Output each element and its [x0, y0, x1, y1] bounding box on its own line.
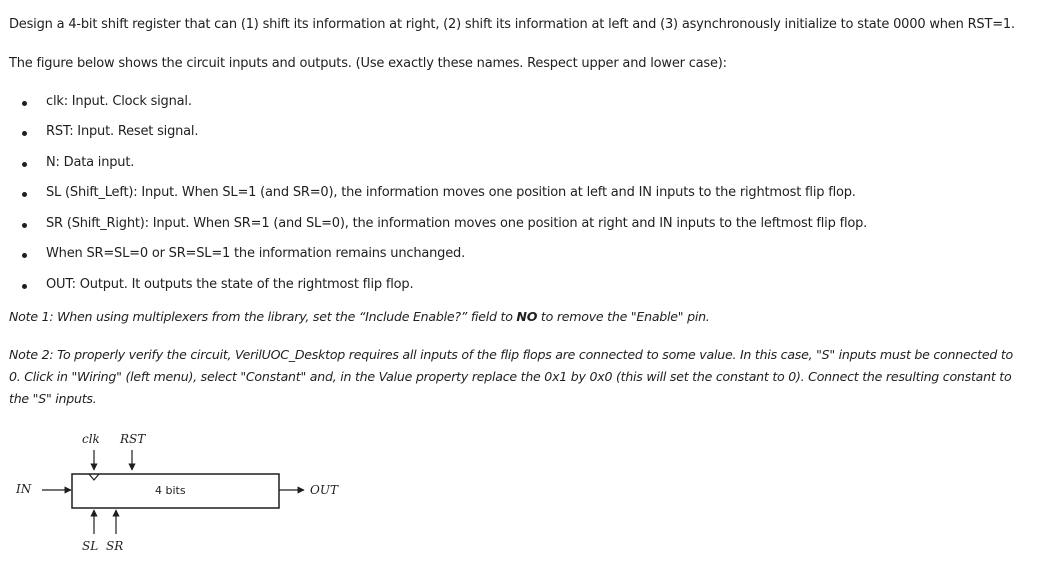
note-1	[9, 306, 710, 328]
note-2-line-1: Note 2: To properly verify the circuit, VerilUOC_Desktop requires all inputs of the flip flops are connected to some value. In this case, "S" inputs must be connected to	[9, 347, 1013, 362]
bullet-icon	[22, 223, 27, 228]
sr-label: SR	[106, 539, 124, 553]
clk-label: clk	[82, 432, 100, 446]
list-item-text: When SR=SL=0 or SR=SL=1 the information remains unchanged.	[46, 246, 466, 261]
intro-line-1: Design a 4-bit shift register that can (1) shift its information at right, (2) shift its information at left and (3) asynchronously initialize to state 0000 when RST=1.	[9, 17, 1015, 32]
list-item-text: OUT: Output. It outputs the state of the rightmost flip flop.	[46, 277, 414, 292]
bullet-icon	[22, 284, 27, 289]
list-item-text: RST: Input. Reset signal.	[46, 124, 199, 139]
bullet-icon	[22, 101, 27, 106]
note-2-line-2: 0. Click in "Wiring" (left menu), select "Constant" and, in the Value property replace the 0x1 by 0x0 (this will set the constant to 0). Connect the resulting constant to	[9, 369, 1012, 384]
note-1-bold: NO	[516, 309, 538, 324]
note-2	[9, 344, 1013, 410]
bullet-icon	[22, 131, 27, 136]
list-item-text: SR (Shift_Right): Input. When SR=1 (and SL=0), the information moves one position at right and IN inputs to the leftmost flip flop.	[46, 216, 868, 231]
bullet-icon	[22, 192, 27, 197]
register-box-label: 4 bits	[155, 484, 186, 497]
bullet-icon	[22, 253, 27, 258]
note-1-text-after: to remove the "Enable" pin.	[537, 309, 710, 324]
intro-line-2: The figure below shows the circuit inputs and outputs. (Use exactly these names. Respect upper and lower case):	[9, 56, 727, 71]
list-item-text: SL (Shift_Left): Input. When SL=1 (and SR=0), the information moves one position at left and IN inputs to the rightmost flip flop.	[46, 185, 856, 200]
list-item-text: clk: Input. Clock signal.	[46, 94, 192, 109]
bullet-icon	[22, 162, 27, 167]
rst-label: RST	[120, 432, 146, 446]
shift-register-diagram	[0, 420, 360, 570]
in-label: IN	[16, 482, 32, 496]
sl-label: SL	[82, 539, 99, 553]
note-2-line-3: the "S" inputs.	[9, 391, 97, 406]
out-label: OUT	[310, 483, 338, 497]
note-1-text-before: Note 1: When using multiplexers from the library, set the “Include Enable?” field to	[9, 309, 517, 324]
list-item-text: N: Data input.	[46, 155, 135, 170]
